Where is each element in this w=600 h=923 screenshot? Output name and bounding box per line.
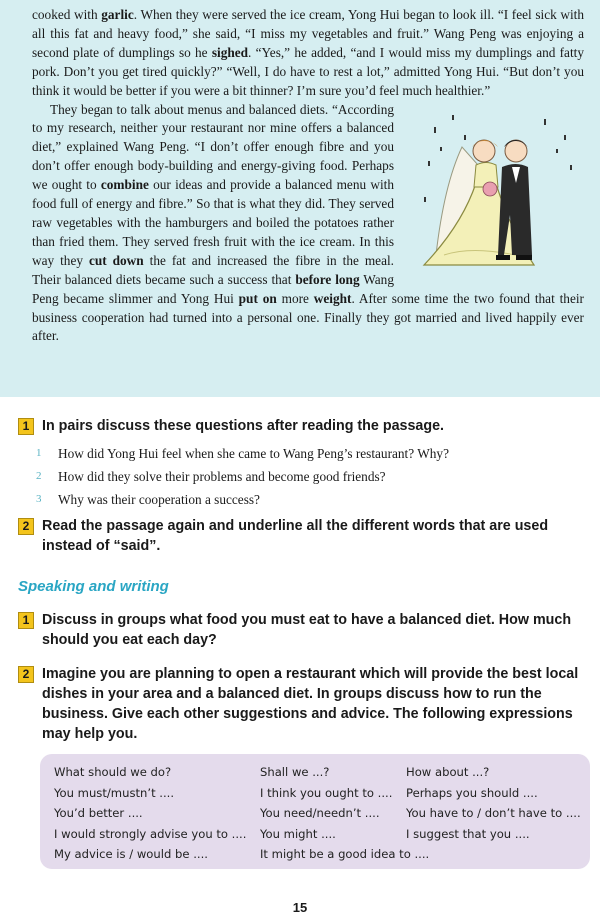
- keyword: before long: [295, 271, 360, 287]
- expression: What should we do?: [54, 765, 172, 779]
- keyword: weight: [313, 290, 352, 306]
- expression: How about ...?: [406, 765, 490, 779]
- number-badge: 1: [18, 612, 34, 629]
- keyword: combine: [100, 177, 149, 193]
- exercise-1-instruction: In pairs discuss these questions after reading the passage.: [42, 418, 445, 434]
- exercise-1: [18, 416, 590, 511]
- speaking-task-2-text: Imagine you are planning to open a restaurant which will provide the best local dishes in your area and a balanced diet. In groups discuss how to run the business. Give each other suggestions and advice. The following expressions may help you.: [42, 666, 579, 742]
- number-badge: 2: [18, 666, 34, 683]
- passage-paragraph-2: They began to talk about menus and balanced diets. “According to my research, neither your restaurant nor mine offers a balanced diet,” explained Wang Peng. “I don’t offer enough fibre and you don’t offer enough body-building and energy-giving food. Perhaps we ought to combine our ideas and provide a balanced menu with food full of energy and fibre.” So that is what they did. They served raw vegetables with the hamburgers and boiled the potatoes rather than fried them. They served fresh fruit with the ice cream. In this way they cut down the fat and increased the fibre in the meal. Their balanced diets became such a success that before long Wang Peng became slimmer and Yong Hui put on more weight. After some time the two found that their business cooperation had turned into a personal one. Finally they got married and lived happily ever after.: [32, 101, 584, 344]
- passage-paragraph-1: cooked with garlic. When they were served the ice cream, Yong Hui began to look ill. “I feel sick with all this fat and heavy food,” she said, “I miss my vegetables and fruit.” Wang Peng was enjoying a second plate of dumplings so he sighed. “Yes,” he added, “and I would miss my dumplings and fatty pork. Don’t you get tired quickly?” “Well, I do have to rest a lot,” admitted Yong Hui. “But don’t you think it would be better if you were a bit thinner? I’m sure you’d feel much healthier.”: [32, 7, 584, 98]
- expressions-column-3: [406, 762, 581, 844]
- exercise-2: [18, 516, 590, 556]
- expression: You must/mustn’t ....: [54, 785, 175, 800]
- question-item: 1 How did Yong Hui feel when she came to Wang Peng’s restaurant? Why?: [36, 446, 449, 461]
- exercise-1-heading: [18, 416, 590, 436]
- expressions-column-2: [260, 762, 429, 865]
- useful-expressions-box: [40, 754, 590, 869]
- question-item: 2 How did they solve their problems and become good friends?: [36, 469, 386, 484]
- expression: My advice is / would be ....: [54, 847, 208, 861]
- keyword: sighed: [211, 44, 249, 60]
- speaking-task-2: [18, 664, 590, 744]
- expressions-column-1: [54, 762, 246, 865]
- page-number: 15: [292, 900, 308, 915]
- number-badge: 1: [18, 418, 34, 435]
- passage-text: [32, 6, 584, 346]
- section-title: Speaking and writing: [18, 578, 169, 595]
- speaking-task-1-heading: [18, 610, 590, 650]
- expression: Shall we ...?: [260, 765, 330, 779]
- speaking-task-2-heading: [18, 664, 590, 744]
- question-list: [36, 442, 590, 511]
- keyword: cut down: [88, 252, 144, 268]
- keyword: garlic: [101, 7, 134, 22]
- exercise-2-instruction: Read the passage again and underline all the different words that are used instead of “said”.: [42, 518, 549, 554]
- expression: You need/needn’t ....: [260, 806, 380, 820]
- expression: You have to / don’t have to ....: [406, 806, 581, 820]
- expression: I think you ought to ....: [260, 785, 393, 800]
- expression: I suggest that you ....: [406, 826, 530, 841]
- exercise-2-heading: [18, 516, 590, 556]
- expression: Perhaps you should ....: [406, 785, 538, 800]
- expression: I would strongly advise you to ....: [54, 826, 247, 841]
- speaking-task-1: [18, 610, 590, 650]
- expression: You might ....: [260, 826, 336, 841]
- question-item: 3 Why was their cooperation a success?: [36, 492, 260, 507]
- expression: It might be a good idea to ....: [260, 847, 430, 861]
- number-badge: 2: [18, 518, 34, 535]
- expression: You’d better ....: [54, 806, 143, 820]
- passage-box: [0, 0, 600, 397]
- speaking-task-1-text: Discuss in groups what food you must eat to have a balanced diet. How much should you eat each day?: [42, 612, 572, 648]
- wedding-couple-illustration: [404, 105, 584, 273]
- keyword: put on: [238, 290, 277, 306]
